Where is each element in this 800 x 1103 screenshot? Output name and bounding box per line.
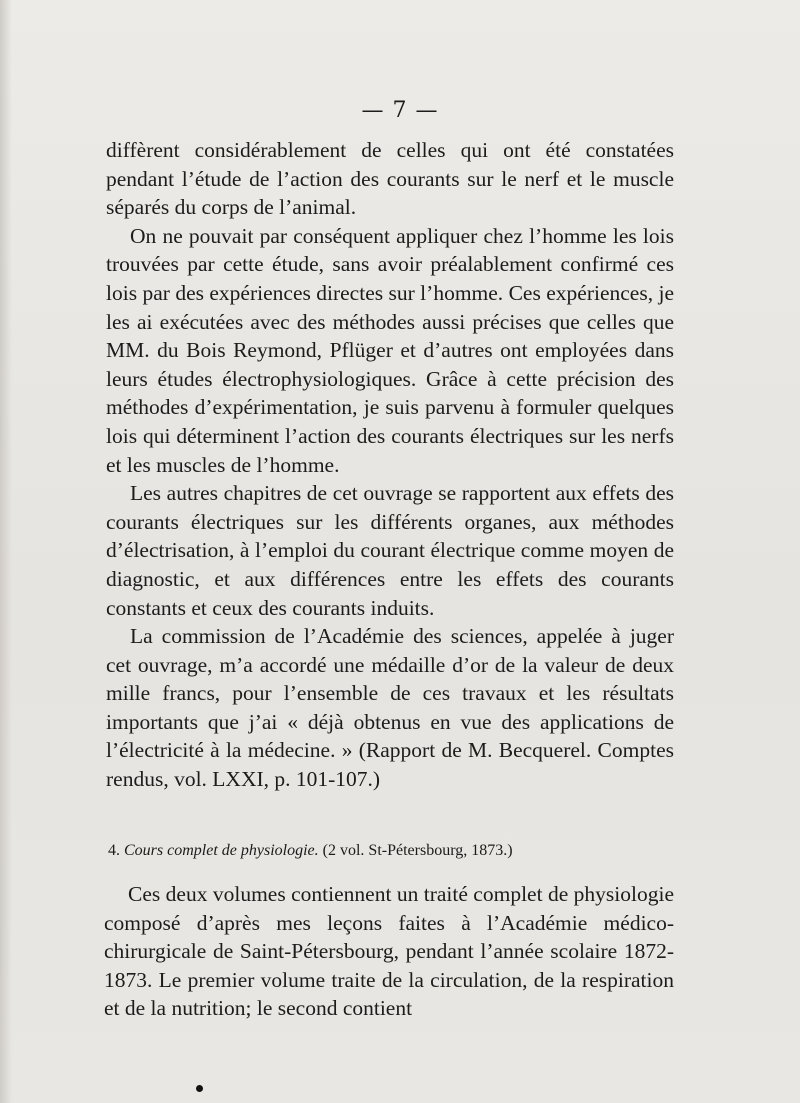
secondary-text <box>104 880 674 1023</box>
paragraph: diffèrent considérablement de celles qui ont été constatées pendant l’étude de l’action des courants sur le nerf et le muscle séparés du corps de l’animal. <box>106 138 674 220</box>
ink-dot <box>196 1085 203 1092</box>
footnote-title: Cours complet de physiologie. <box>124 842 319 859</box>
paragraph: Ces deux volumes contiennent un traité complet de physiologie composé d’après mes leçons faites à l’Académie médico-chirurgicale de Saint-Pétersbourg, pendant l’année scolaire 1872-1873. Le premier volume traite de la circulation, de la respiration et de la nutrition; le second contient <box>104 882 674 1021</box>
main-text <box>106 136 674 794</box>
paragraph: Les autres chapitres de cet ouvrage se rapportent aux effets des courants électriques sur les différents organes, aux méthodes d’électrisation, à l’emploi du courant électrique comme moyen de diagnostic, et aux différences entre les effets des courants constants et ceux des courants induits. <box>106 481 674 620</box>
paragraph: On ne pouvait par conséquent appliquer chez l’homme les lois trouvées par cette étude, sans avoir préalablement confirmé ces lois par des expériences directes sur l’homme. Ces expériences, je les ai exécutées avec des méthodes aussi précises que celles que MM. du Bois Reymond, Pflüger et d’autres ont employées dans leurs études électrophysiologiques. Grâce à cette précision des méthodes d’expérimentation, je suis parvenu à formuler quelques lois qui déterminent l’action des courants électriques sur les nerfs et les muscles de l’homme. <box>106 223 674 477</box>
page-number: — 7 — <box>361 98 439 123</box>
footnote-details: (2 vol. St-Pétersbourg, 1873.) <box>322 842 513 859</box>
footnote-number: 4. <box>108 842 120 859</box>
paragraph: La commission de l’Académie des sciences, appelée à juger cet ouvrage, m’a accordé une médaille d’or de la valeur de deux mille francs, pour l’ensemble de ces travaux et les résultats importants que j’ai « déjà obtenus en vue des applications de l’électricité à la médecine. » (Rapport de M. Becquerel. Comptes rendus, vol. LXXI, p. 101-107.) <box>106 624 674 792</box>
footnote <box>108 841 678 861</box>
page-edge-shadow <box>0 0 12 1103</box>
